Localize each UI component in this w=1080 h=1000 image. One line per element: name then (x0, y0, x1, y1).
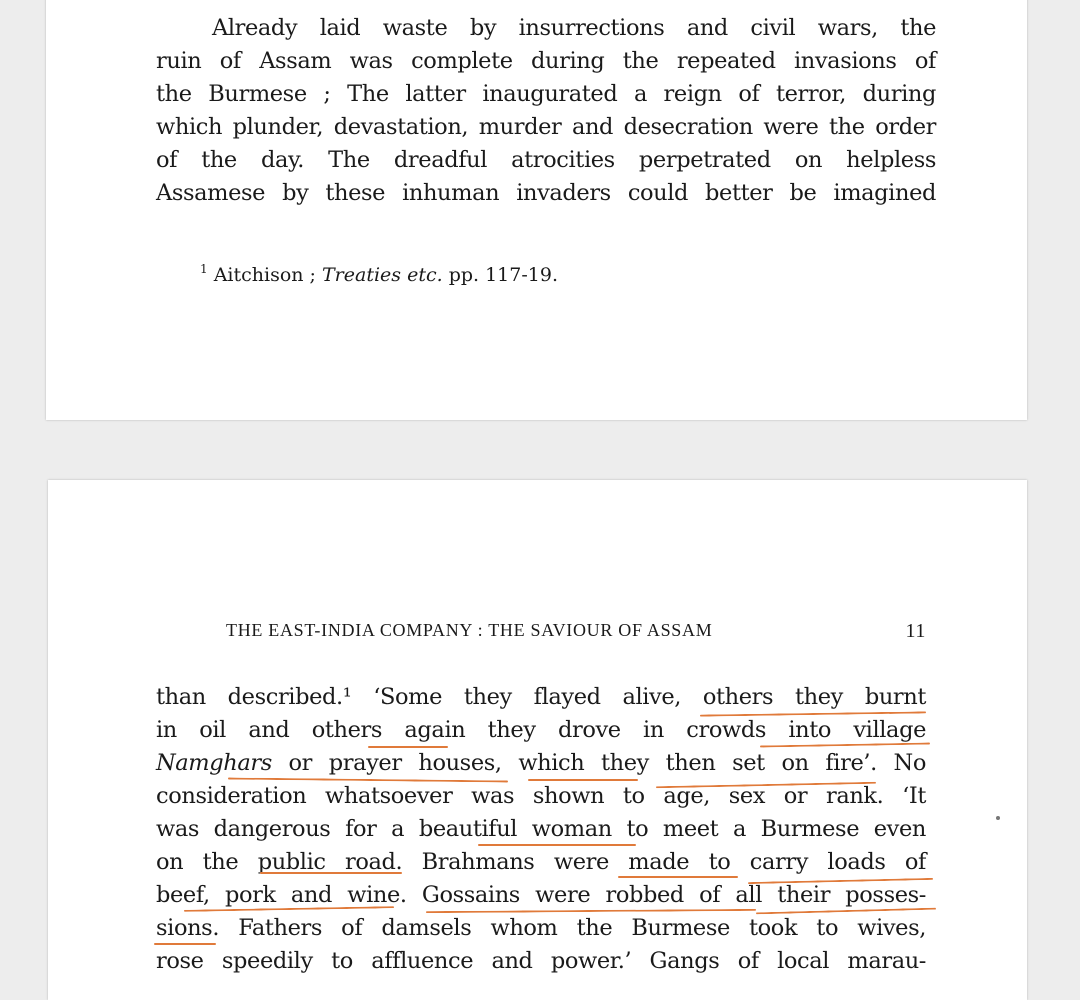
body-line: on the public road. Brahmans were made to carry loads of (156, 849, 926, 875)
body-line: consideration whatsoever was shown to age, sex or rank. ‘It (156, 783, 926, 809)
annotation-underline (260, 872, 402, 874)
body-line: sions. Fathers of damsels whom the Burmese took to wives, (156, 915, 926, 941)
annotation-underline (368, 746, 448, 748)
footnote-marker: 1 (200, 262, 208, 276)
running-head-title: THE EAST-INDIA COMPANY : THE SAVIOUR OF ASSAM (226, 620, 713, 640)
body-line (156, 747, 926, 780)
paragraph-line: the Burmese ; The latter inaugurated a reign of terror, during (156, 81, 936, 107)
paragraph-line: ruin of Assam was complete during the repeated invasions of (156, 48, 936, 74)
footnote-pages: pp. 117-19. (448, 264, 558, 286)
paragraph-line: of the day. The dreadful atrocities perpetrated on helpless (156, 147, 936, 173)
stray-dot (996, 816, 1000, 820)
annotation-underline (154, 943, 216, 945)
italic-term: Namghars (156, 750, 272, 776)
footnote-author: Aitchison ; (213, 264, 316, 286)
document-page-top (46, 0, 1027, 420)
footnote (200, 264, 558, 286)
paragraph-line: Already laid waste by insurrections and civil wars, the (212, 15, 936, 41)
annotation-underline (528, 779, 638, 781)
annotation-underline (618, 876, 738, 878)
body-line: than described.¹ ‘Some they flayed alive, others they burnt (156, 684, 926, 710)
page-number: 11 (905, 620, 926, 642)
body-line: beef, pork and wine. Gossains were robbed of all their posses- (156, 882, 926, 908)
paragraph-line: which plunder, devastation, murder and desecration were the order (156, 114, 936, 140)
body-line: was dangerous for a beautiful woman to meet a Burmese even (156, 816, 926, 842)
footnote-title: Treaties etc. (322, 264, 443, 286)
document-page-bottom (48, 480, 1027, 1000)
body-line: rose speedily to affluence and power.’ Gangs of local marau- (156, 948, 926, 974)
body-line-rest: or prayer houses, which they then set on fire’. No (271, 750, 926, 776)
annotation-underline (478, 844, 636, 846)
paragraph-line: Assamese by these inhuman invaders could better be imagined (156, 180, 936, 206)
body-line: in oil and others again they drove in crowds into village (156, 717, 926, 743)
running-head (226, 620, 926, 643)
